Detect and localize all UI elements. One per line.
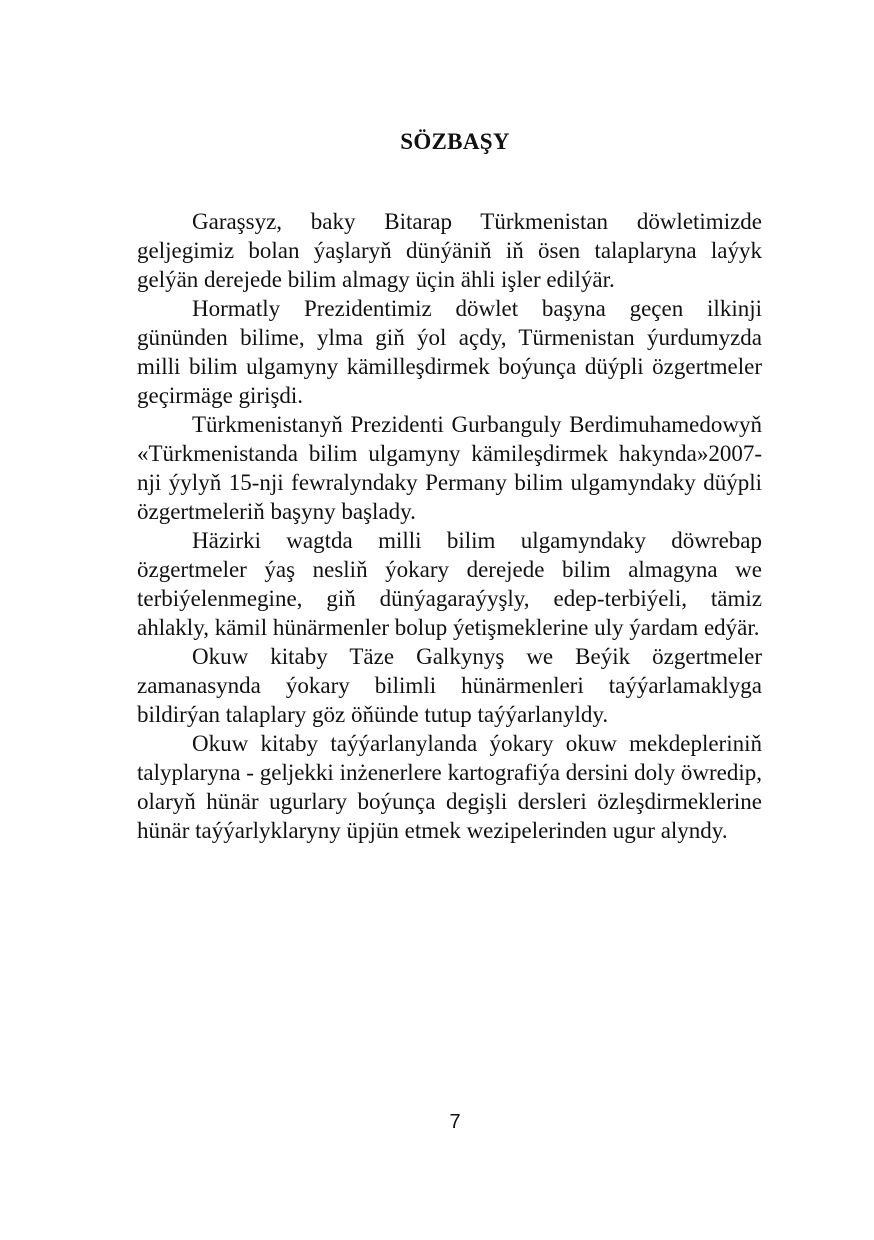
paragraph: Hormatly Prezidentimiz döwlet başyna geçen ilkinji gününden bilime, ylma giň ýol açdy, Türmenistan ýurdumyzda milli bilim ulgamyny kämilleşdirmek boýunça düýpli özgertmeler geçirmäge girişdi. (137, 296, 762, 408)
page-number: 7 (449, 1111, 461, 1133)
paragraph: Okuw kitaby taýýarlanylanda ýokary okuw mekdepleriniň talyplaryna - geljekki inżenerlere kartografiýa dersini doly öwredip, olaryň hünär ugurlary boýunça degişli dersleri özleşdirmeklerine hünär taýýarlyklaryny üpjün etmek wezipelerinden ugur alyndy. (137, 731, 762, 843)
paragraph: Türkmenistanyň Prezidenti Gurbanguly Berdimuhamedowyň «Türkmenistanda bilim ulgamyny kämileşdirmek hakynda»2007-nji ýylyň 15-nji fewralyndaky Permany bilim ulgamyndaky düýpli özgertmeleriň başyny başlady. (137, 412, 762, 524)
page-title: SÖZBAŞY (400, 129, 510, 154)
paragraph: Garaşsyz, baky Bitarap Türkmenistan döwletimizde geljegimiz bolan ýaşlaryň dünýäniň iň ösen talaplaryna laýyk gelýän derejede bilim almagy üçin ähli işler edilýär. (137, 209, 762, 292)
paragraph: Häzirki wagtda milli bilim ulgamyndaky döwrebap özgertmeler ýaş nesliň ýokary derejede bilim almagyna we terbiýelenmegine, giň dünýagaraýyşly, edep-terbiýeli, tämiz ahlakly, kämil hünärmenler bolup ýetişmeklerine uly ýardam edýär. (137, 528, 762, 640)
body-text (137, 207, 762, 845)
paragraph: Okuw kitaby Täze Galkynyş we Beýik özgertmeler zamanasynda ýokary bilimli hünärmenleri taýýarlamaklyga bildirýan talaplary göz öňünde tutup taýýarlanyldy. (137, 644, 762, 727)
